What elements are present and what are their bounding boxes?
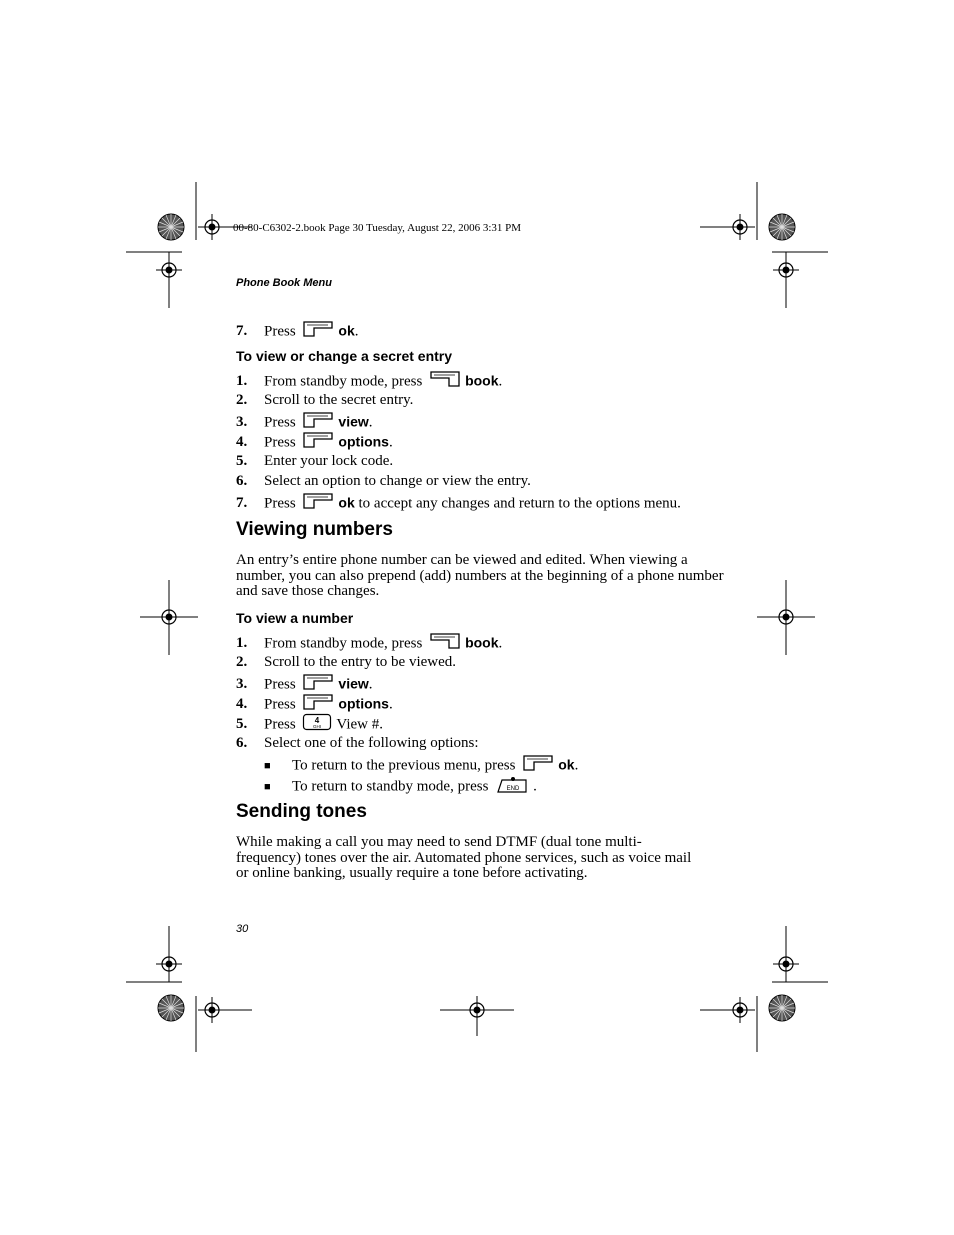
step-row: 7. Press ok to accept any changes and return to the options menu.: [236, 492, 681, 512]
step-row: 1. From standby mode, press book.: [236, 632, 502, 652]
step-row: 1. From standby mode, press book.: [236, 370, 502, 390]
step-row: 3. Press view.: [236, 411, 373, 431]
registration-mark-icon: [156, 604, 182, 630]
right-softkey-icon: [302, 492, 334, 516]
svg-text:GHI: GHI: [313, 724, 322, 729]
left-softkey-icon: [429, 370, 461, 394]
end-key-icon: [495, 774, 529, 800]
star-target-icon: [158, 995, 184, 1021]
right-softkey-icon: [302, 320, 334, 344]
star-target-icon: [158, 214, 184, 240]
registration-mark-icon: [199, 214, 225, 240]
registration-mark-icon: [773, 951, 799, 977]
procedure-heading: To view or change a secret entry: [236, 348, 453, 364]
section-title: Sending tones: [236, 801, 367, 822]
step-row: 7. Press ok.: [236, 320, 359, 340]
step-row: 5. Press 4 GHI View #.: [236, 713, 383, 733]
star-target-icon: [769, 995, 795, 1021]
step-row: 6. Select an option to change or view the entry.: [236, 473, 531, 489]
registration-mark-icon: [727, 214, 753, 240]
step-row: 5. Enter your lock code.: [236, 453, 394, 469]
section-body: While making a call you may need to send DTMF (dual tone multi-frequency) tones over the air. Automated phone services, such as voice mail or online banking, usually require a tone before activating.: [236, 834, 692, 881]
registration-mark-icon: [773, 604, 799, 630]
bullet-item: ■ To return to standby mode, press END .: [264, 774, 537, 794]
step-row: 2. Scroll to the secret entry.: [236, 392, 414, 408]
step-row: 6. Select one of the following options:: [236, 735, 479, 751]
step-row: 2. Scroll to the entry to be viewed.: [236, 654, 457, 670]
registration-mark-icon: [156, 257, 182, 283]
step-row: 3. Press view.: [236, 673, 373, 693]
procedure-heading: To view a number: [236, 610, 354, 626]
registration-mark-icon: [727, 997, 753, 1023]
svg-text:4: 4: [315, 716, 320, 725]
running-head: Phone Book Menu: [236, 277, 332, 289]
star-target-icon: [769, 214, 795, 240]
section-body: An entry’s entire phone number can be viewed and edited. When viewing a number, you can also prepend (add) numbers at the beginning of a phone number and save those changes.: [236, 552, 724, 599]
registration-mark-icon: [199, 997, 225, 1023]
svg-text:END: END: [506, 786, 520, 792]
section-title: Viewing numbers: [236, 519, 393, 540]
page-number: 30: [236, 923, 249, 935]
step-row: 4. Press options.: [236, 693, 393, 713]
registration-mark-icon: [464, 997, 490, 1023]
registration-mark-icon: [156, 951, 182, 977]
registration-mark-icon: [773, 257, 799, 283]
bullet-item: ■ To return to the previous menu, press ok.: [264, 754, 578, 774]
file-header: 00-80-C6302-2.book Page 30 Tuesday, August 22, 2006 3:31 PM: [233, 222, 522, 234]
step-row: 4. Press options.: [236, 431, 393, 451]
